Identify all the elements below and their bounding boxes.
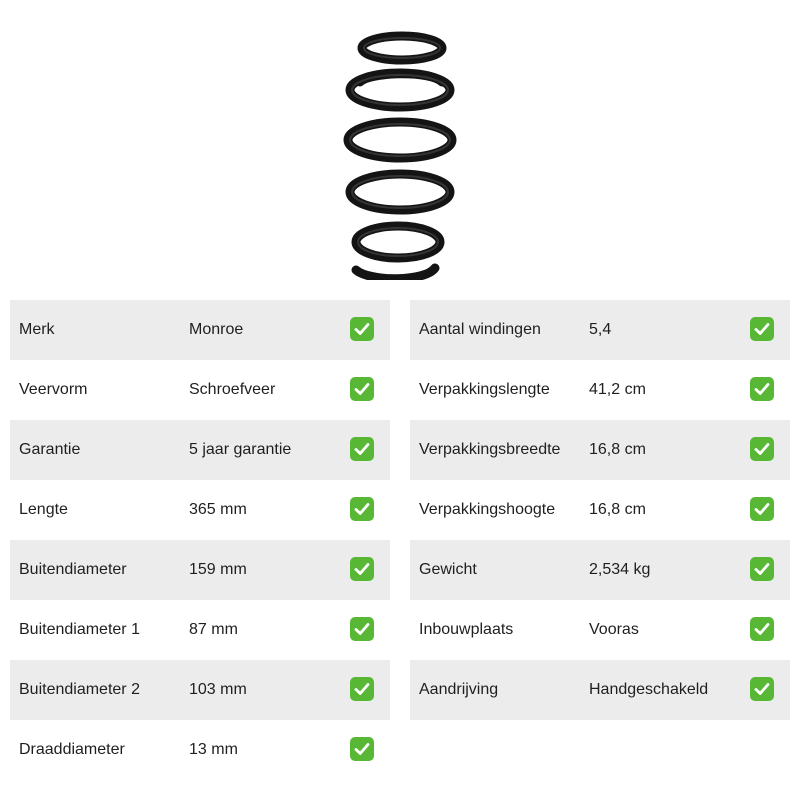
spec-label: Gewicht (419, 561, 477, 578)
spec-row (10, 300, 390, 360)
check-mark-icon (350, 617, 374, 641)
coil-spring-icon (330, 20, 470, 280)
check-mark-icon (750, 377, 774, 401)
spec-label: Verpakkingshoogte (419, 501, 556, 518)
spec-value: Monroe (189, 321, 244, 338)
spec-value: 13 mm (189, 741, 238, 758)
check-mark-icon (350, 557, 374, 581)
check-mark-icon (350, 437, 374, 461)
spec-label: Draaddiameter (19, 741, 125, 758)
spec-row (410, 360, 790, 420)
spec-value: 2,534 kg (589, 561, 651, 578)
spec-row (410, 420, 790, 480)
check-mark-icon (350, 317, 374, 341)
spec-value: 5,4 (589, 321, 612, 338)
spec-value: 5 jaar garantie (189, 441, 292, 458)
check-mark-icon (350, 677, 374, 701)
spec-value: 365 mm (189, 501, 247, 518)
check-mark-icon (350, 497, 374, 521)
spec-label: Verpakkingslengte (419, 381, 550, 398)
spec-row (10, 420, 390, 480)
spec-value: Handgeschakeld (589, 681, 709, 698)
spec-label: Aantal windingen (419, 321, 541, 338)
check-mark-icon (750, 497, 774, 521)
spec-row (410, 300, 790, 360)
spec-value: 159 mm (189, 561, 247, 578)
spec-row (410, 480, 790, 540)
spec-table-left (10, 300, 390, 780)
spec-row (10, 480, 390, 540)
spec-row (10, 600, 390, 660)
spec-value: Vooras (589, 621, 639, 638)
spec-label: Lengte (19, 501, 68, 518)
check-mark-icon (750, 677, 774, 701)
spec-value: Schroefveer (189, 381, 276, 398)
check-mark-icon (750, 317, 774, 341)
spec-label: Aandrijving (419, 681, 499, 698)
spec-label: Merk (19, 321, 55, 338)
spec-value: 16,8 cm (589, 441, 646, 458)
spec-label: Buitendiameter (19, 561, 127, 578)
spec-table-right (410, 300, 790, 720)
spec-label: Buitendiameter 2 (19, 681, 140, 698)
spec-row (410, 600, 790, 660)
spec-row (10, 720, 390, 780)
spec-value: 16,8 cm (589, 501, 646, 518)
spec-row (410, 660, 790, 720)
check-mark-icon (750, 617, 774, 641)
check-mark-icon (350, 737, 374, 761)
check-mark-icon (750, 557, 774, 581)
spec-value: 87 mm (189, 621, 238, 638)
spec-label: Inbouwplaats (419, 621, 514, 638)
check-mark-icon (350, 377, 374, 401)
spec-row (410, 540, 790, 600)
spec-row (10, 660, 390, 720)
spec-value: 41,2 cm (589, 381, 646, 398)
coil-spring-image (330, 20, 470, 280)
spec-label: Garantie (19, 441, 81, 458)
spec-label: Verpakkingsbreedte (419, 441, 561, 458)
spec-label: Buitendiameter 1 (19, 621, 140, 638)
spec-row (10, 360, 390, 420)
check-mark-icon (750, 437, 774, 461)
spec-row (10, 540, 390, 600)
spec-label: Veervorm (19, 381, 88, 398)
spec-value: 103 mm (189, 681, 247, 698)
